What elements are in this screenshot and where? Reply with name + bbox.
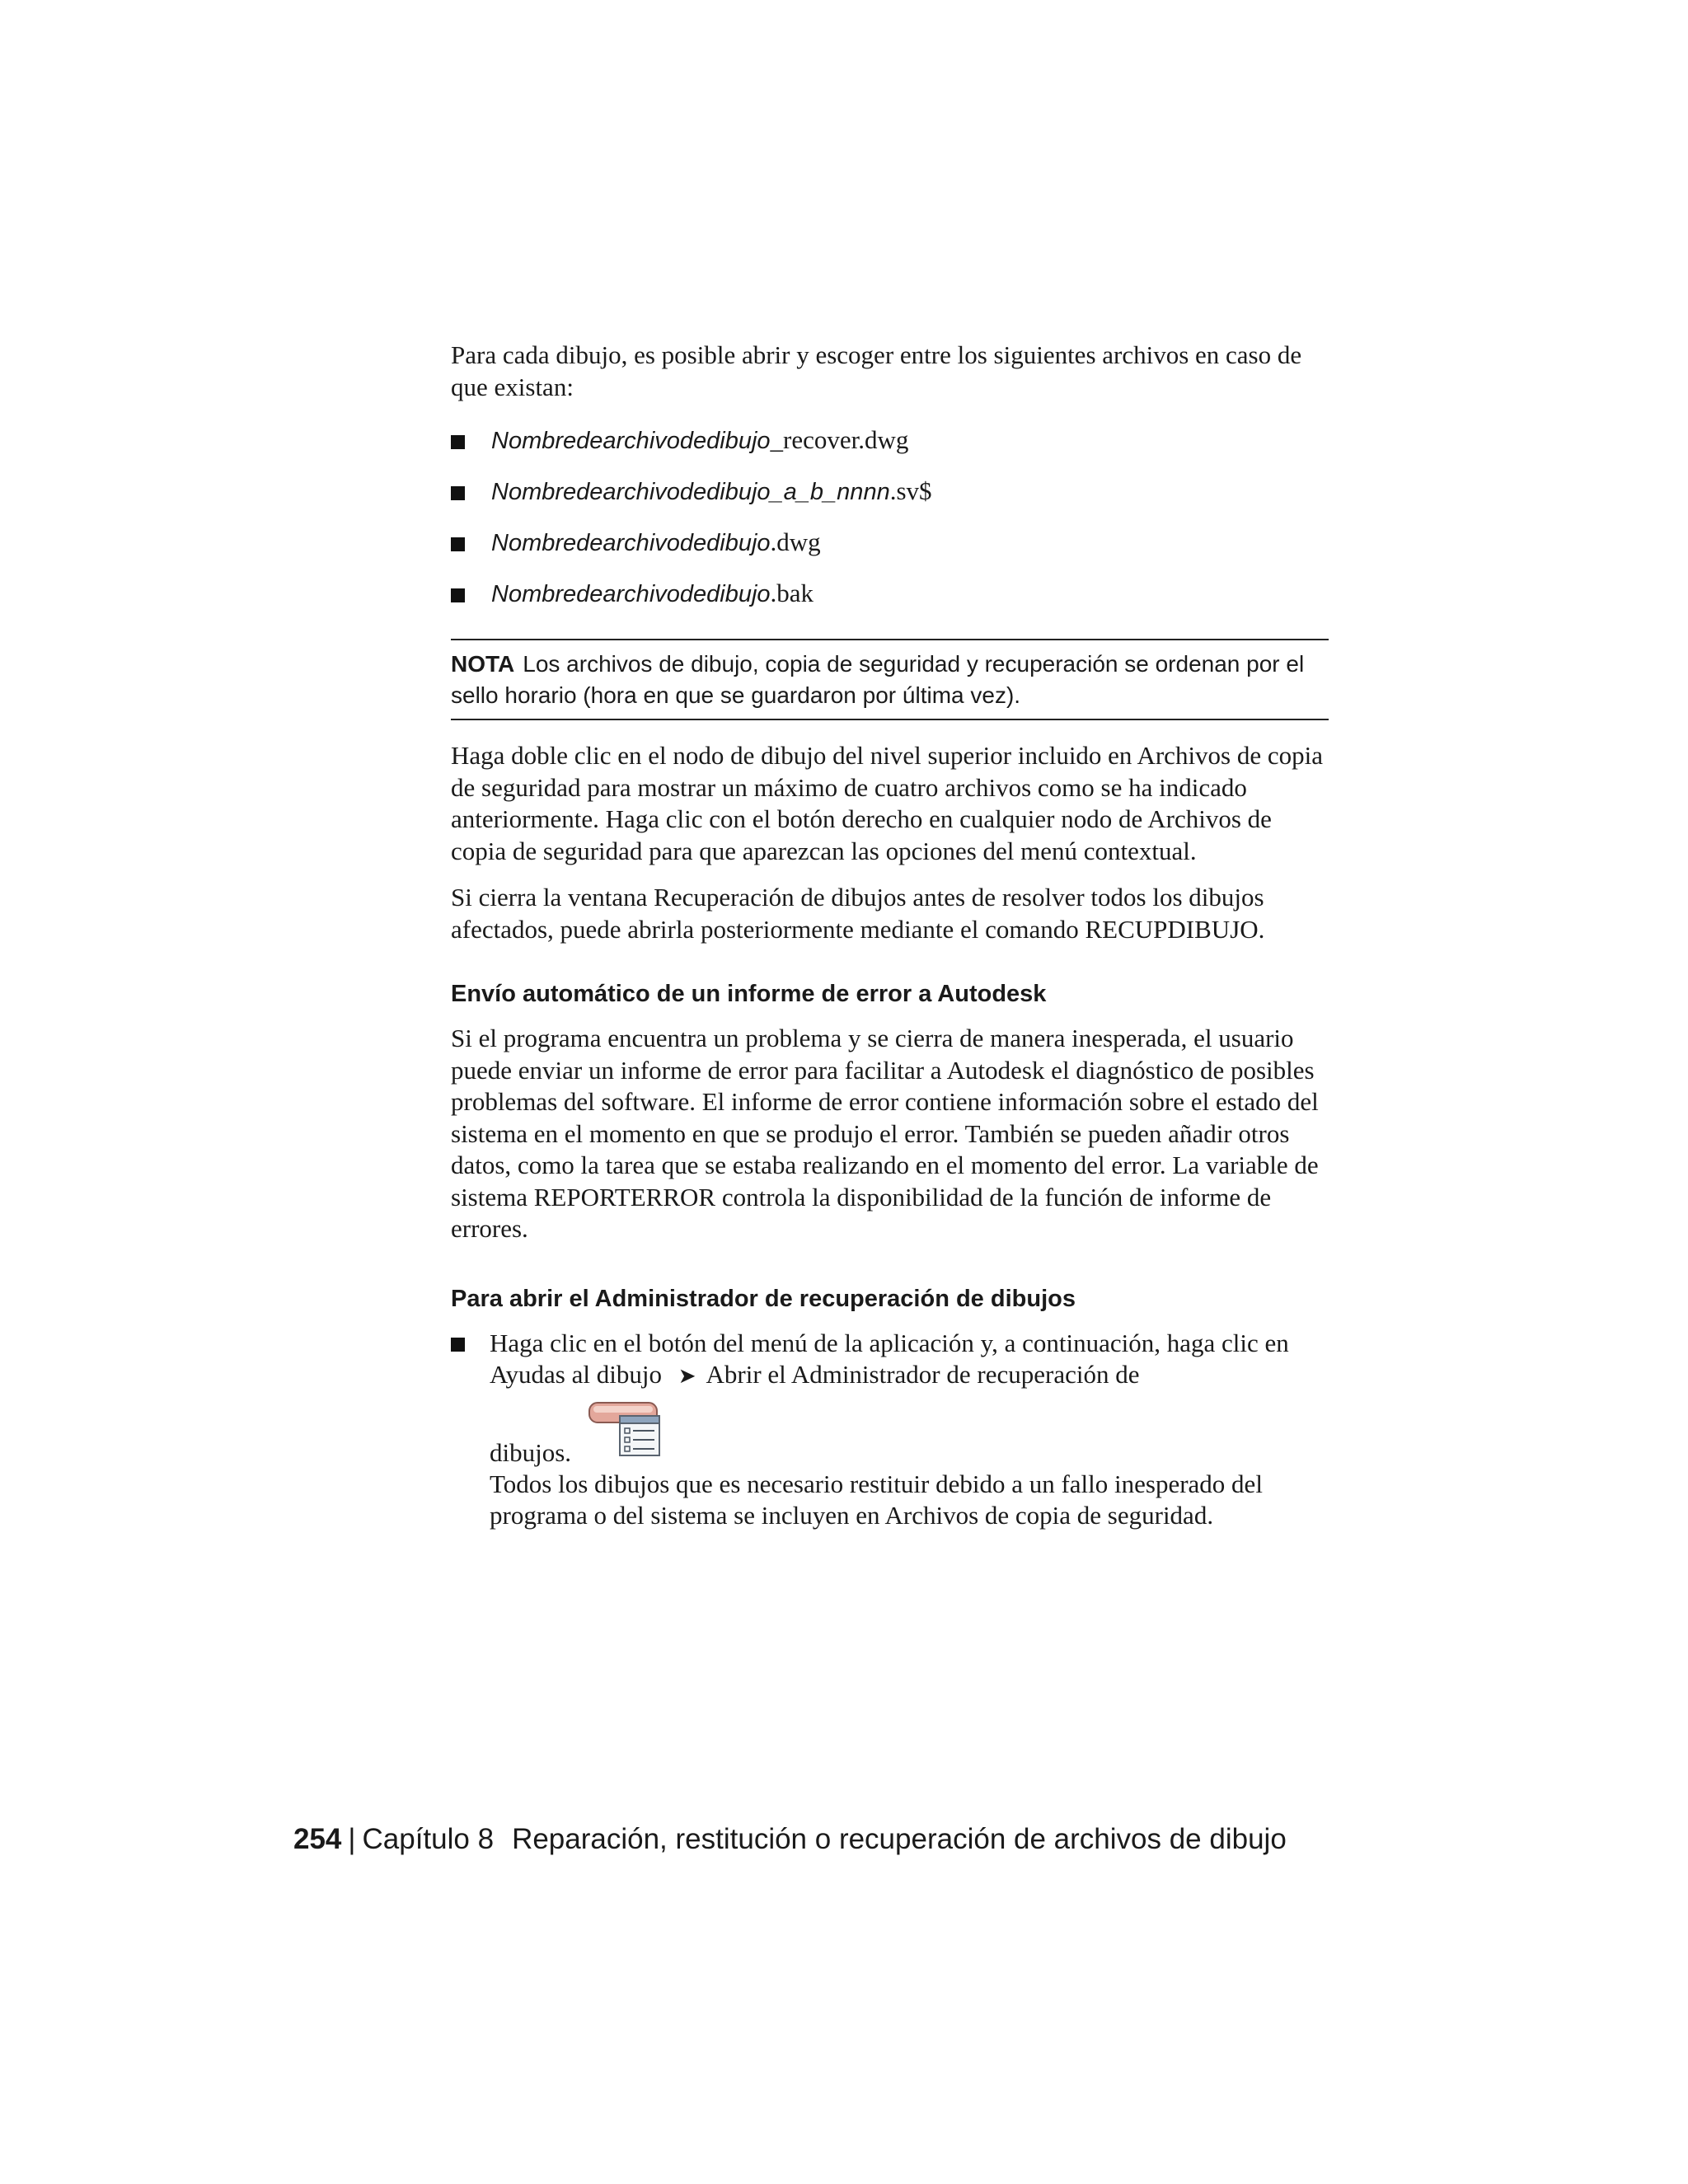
page-footer xyxy=(293,1821,1287,1858)
chapter-number: Capítulo 8 xyxy=(362,1823,495,1855)
menu-arrow-icon: ➤ xyxy=(678,1364,696,1389)
file-extension: .sv$ xyxy=(889,476,932,505)
footer-separator: | xyxy=(348,1823,356,1855)
body-paragraph: Si cierra la ventana Recuperación de dibujos antes de resolver todos los dibujos afectados, puede abrirla posteriormente mediante el comando RECUPDIBUJO. xyxy=(451,883,1265,944)
file-extension: .dwg xyxy=(770,527,821,556)
file-extension: .bak xyxy=(770,579,814,607)
file-name: Nombredearchivodedibujo_a_b_nnnn xyxy=(491,479,890,505)
bullet-square-icon xyxy=(451,435,465,449)
list-item xyxy=(451,578,1329,609)
procedure-step xyxy=(451,1328,1329,1532)
chapter-title: Reparación, restitución o recuperación de archivos de dibujo xyxy=(512,1823,1287,1855)
body-paragraph: Haga doble clic en el nodo de dibujo del nivel superior incluido en Archivos de copia de seguridad para mostrar un máximo de cuatro archivos como se ha indicado anteriormente. Haga clic con el botón derecho en cualquier nodo de Archivos de copia de seguridad para que aparezcan las opciones del menú contextual. xyxy=(451,741,1324,865)
file-name: Nombredearchivodedibujo xyxy=(491,530,771,556)
bullet-square-icon xyxy=(451,1338,465,1352)
step-result: Todos los dibujos que es necesario restituir debido a un fallo inesperado del programa o del sistema se incluyen en Archivos de copia de seguridad. xyxy=(490,1469,1263,1530)
file-extension: _recover.dwg xyxy=(770,425,909,454)
step-instruction: Haga clic en el botón del menú de la aplicación y, a continuación, haga clic en Ayudas al dibujo ➤ Abrir el Administrador de recuperación de xyxy=(490,1328,1289,1389)
file-name: Nombredearchivodedibujo xyxy=(491,428,771,454)
page-number: 254 xyxy=(293,1823,342,1855)
bullet-square-icon xyxy=(451,486,465,500)
file-name: Nombredearchivodedibujo xyxy=(491,581,771,607)
bullet-square-icon xyxy=(451,537,465,551)
bullet-square-icon xyxy=(451,588,465,602)
intro-paragraph: Para cada dibujo, es posible abrir y escoger entre los siguientes archivos en caso de que existan: xyxy=(451,340,1302,401)
section-body: Si el programa encuentra un problema y se cierra de manera inesperada, el usuario puede enviar un informe de error para facilitar a Autodesk el diagnóstico de posibles problemas del software. El informe de error contiene información sobre el estado del sistema en el momento en que se produjo el error. También se pueden añadir otros datos, como la tarea que se estaba realizando en el momento del error. La variable de sistema REPORTERROR controla la disponibilidad de la función de informe de errores. xyxy=(451,1024,1319,1243)
page-content xyxy=(451,340,1329,1532)
step-last-word: dibujos. xyxy=(490,1437,572,1467)
drawing-recovery-manager-icon xyxy=(588,1401,661,1457)
section-heading: Envío automático de un informe de error a Autodesk xyxy=(451,981,1047,1007)
procedure-heading: Para abrir el Administrador de recuperación de dibujos xyxy=(451,1285,1076,1312)
list-item xyxy=(451,476,1329,507)
step-icon-line xyxy=(490,1393,1329,1469)
note-label: NOTA xyxy=(451,651,515,677)
list-item xyxy=(451,527,1329,558)
file-list xyxy=(451,424,1329,609)
list-item xyxy=(451,424,1329,456)
note-box xyxy=(451,639,1329,720)
note-text: Los archivos de dibujo, copia de seguridad y recuperación se ordenan por el sello horario (hora en que se guardaron por última vez). xyxy=(451,651,1305,708)
